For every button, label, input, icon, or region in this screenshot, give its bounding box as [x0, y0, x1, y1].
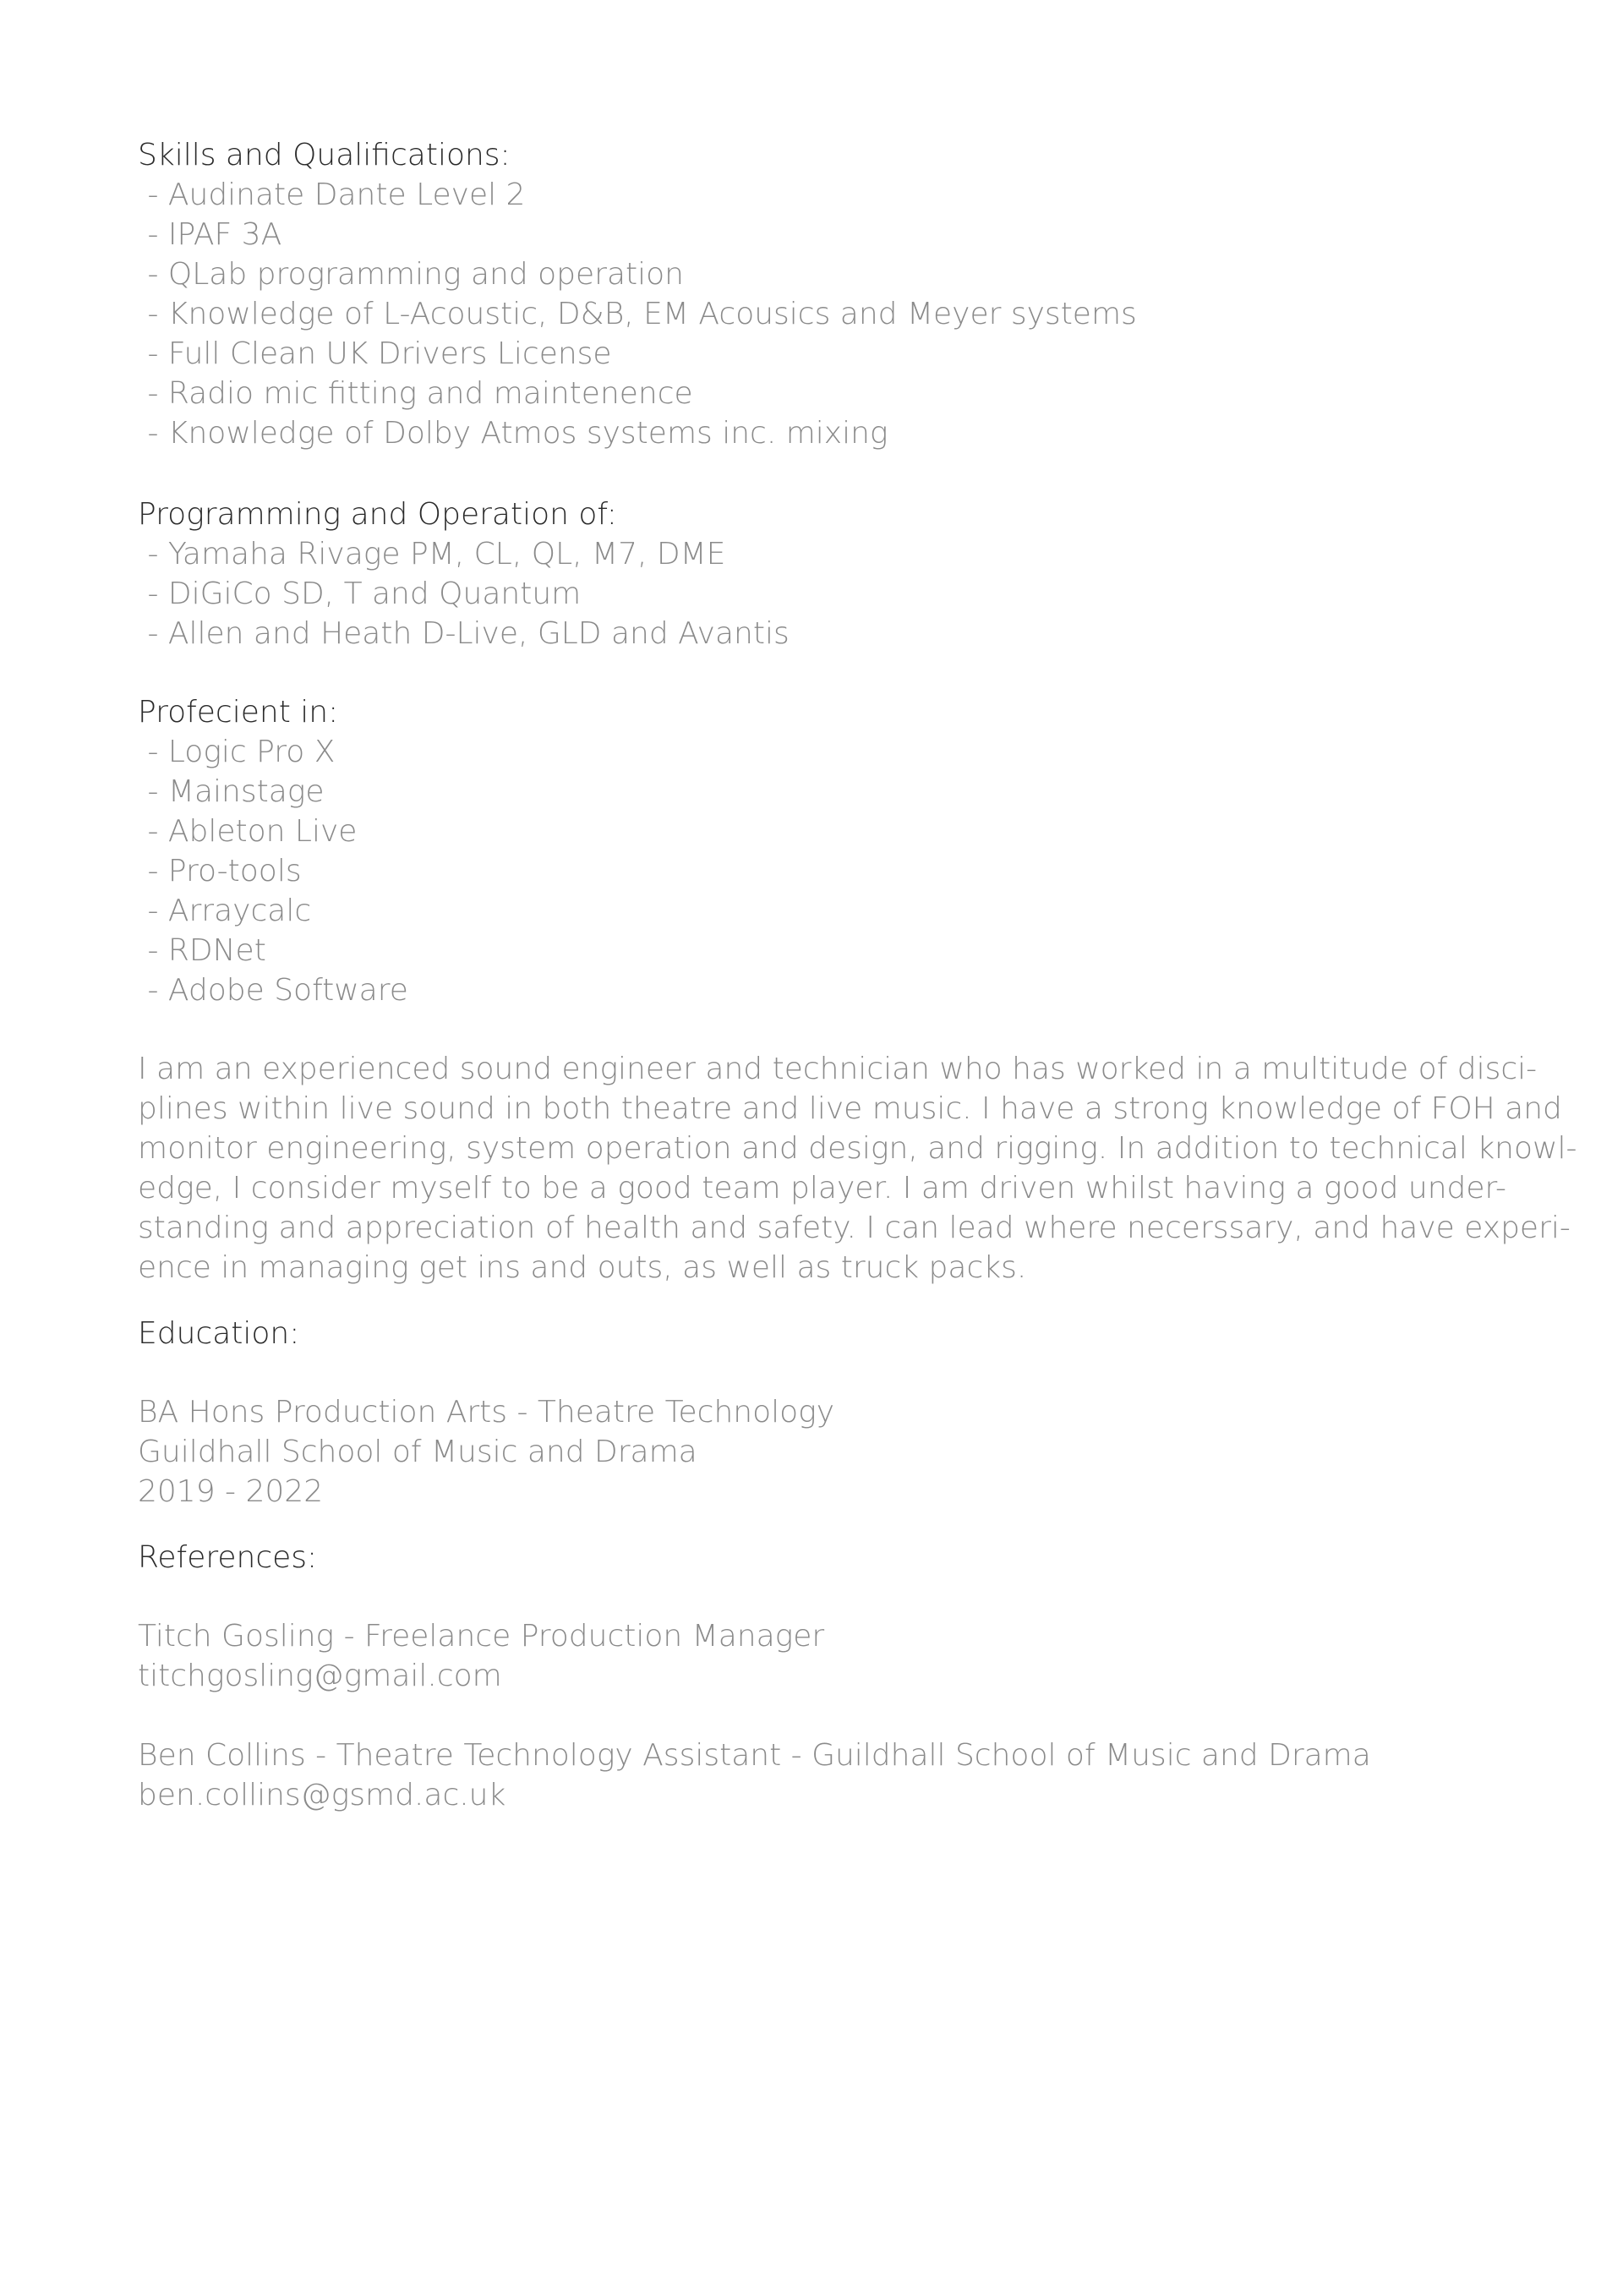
summary-line: monitor engineering, system operation and design, and rigging. In addition to technical knowl-: [138, 1131, 1577, 1166]
list-item: - Audinate Dante Level 2: [138, 178, 526, 212]
education-degree: BA Hons Production Arts - Theatre Technology: [138, 1395, 835, 1430]
summary-line: ence in managing get ins and outs, as well as truck packs.: [138, 1250, 1027, 1285]
list-item: - Knowledge of Dolby Atmos systems inc. mixing: [138, 416, 888, 451]
reference-entry: [138, 1616, 1490, 1696]
list-item: - Pro-tools: [138, 854, 302, 888]
list-item: - Mainstage: [138, 774, 325, 809]
programming-heading: Programming and Operation of:: [138, 497, 617, 532]
spacer: [138, 453, 1490, 495]
reference-name: Titch Gosling - Freelance Production Manager: [138, 1619, 825, 1654]
education-years: 2019 - 2022: [138, 1474, 324, 1509]
reference-email[interactable]: ben.collins@gsmd.ac.uk: [138, 1778, 506, 1812]
spacer: [138, 1512, 1490, 1538]
list-item: - Radio mic fitting and maintenence: [138, 376, 693, 411]
list-item: - Allen and Heath D-Live, GLD and Avantis: [138, 616, 790, 651]
summary-section: [138, 1049, 1577, 1287]
references-section: [138, 1538, 1490, 1815]
list-item: - DiGiCo SD, T and Quantum: [138, 577, 582, 611]
spacer: [138, 1010, 1490, 1049]
proficient-list: [138, 732, 1490, 1010]
skills-list: [138, 175, 1490, 453]
list-item: - RDNet: [138, 933, 266, 968]
list-item: - Adobe Software: [138, 973, 408, 1008]
skills-section: [138, 135, 1490, 453]
references-heading: References:: [138, 1540, 318, 1575]
summary-line: edge, I consider myself to be a good team player. I am driven whilst having a good under-: [138, 1171, 1506, 1205]
list-item: - Arraycalc: [138, 894, 312, 928]
list-item: - QLab programming and operation: [138, 257, 684, 292]
skills-heading: Skills and Qualifications:: [138, 138, 511, 172]
education-school: Guildhall School of Music and Drama: [138, 1435, 697, 1469]
list-item: - Yamaha Rivage PM, CL, QL, M7, DME: [138, 537, 726, 571]
summary-line: standing and appreciation of health and safety. I can lead where necerssary, and have experi-: [138, 1211, 1571, 1245]
education-heading: Education:: [138, 1316, 300, 1351]
summary-paragraph: [138, 1049, 1577, 1287]
reference-email[interactable]: titchgosling@gmail.com: [138, 1659, 502, 1693]
reference-entry: [138, 1736, 1490, 1815]
list-item: - IPAF 3A: [138, 217, 282, 252]
programming-list: [138, 534, 1490, 653]
education-section: [138, 1314, 1490, 1512]
summary-line: plines within live sound in both theatre and live music. I have a strong knowledge of FOH and: [138, 1091, 1562, 1126]
list-item: - Logic Pro X: [138, 735, 336, 769]
spacer: [138, 1577, 1490, 1616]
spacer: [138, 653, 1490, 692]
spacer: [138, 1287, 1490, 1314]
list-item: - Ableton Live: [138, 814, 358, 849]
spacer: [138, 1353, 1490, 1392]
reference-name: Ben Collins - Theatre Technology Assistant - Guildhall School of Music and Drama: [138, 1738, 1371, 1773]
summary-line: I am an experienced sound engineer and technician who has worked in a multitude of disci-: [138, 1052, 1538, 1086]
proficient-section: [138, 692, 1490, 1010]
spacer: [138, 1696, 1490, 1736]
cv-content: [138, 135, 1577, 1815]
proficient-heading: Profecient in:: [138, 695, 339, 730]
list-item: - Knowledge of L-Acoustic, D&B, EM Acousics and Meyer systems: [138, 297, 1137, 331]
list-item: - Full Clean UK Drivers License: [138, 336, 612, 371]
programming-section: [138, 495, 1490, 653]
